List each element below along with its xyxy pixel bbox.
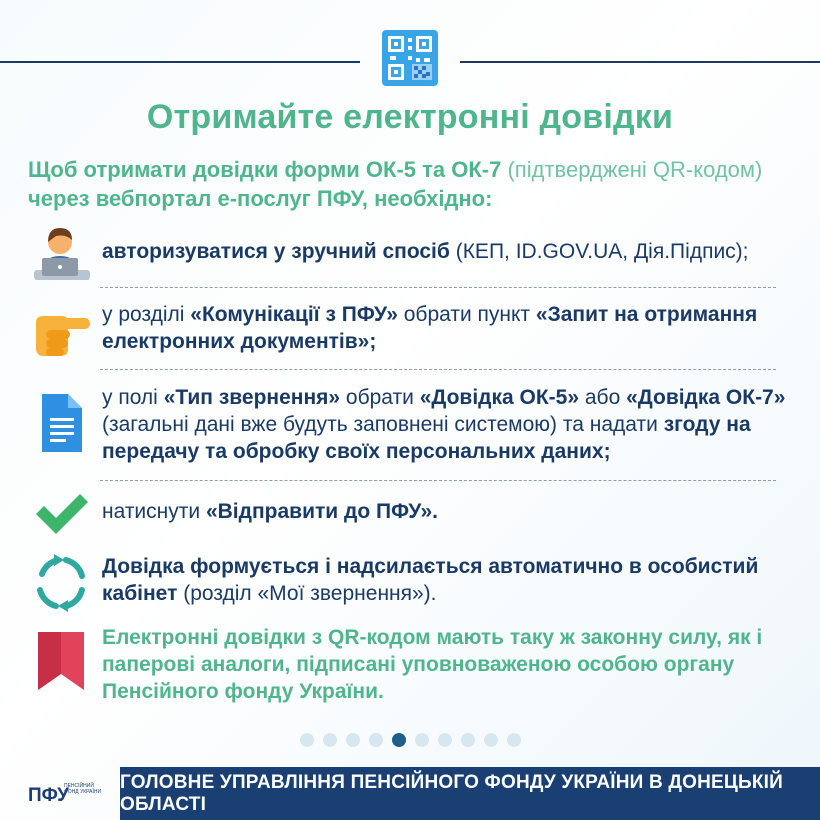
step-5-bold: Довідка формується і надсилається автоматично в особистий кабінет <box>102 555 759 605</box>
intro-part-2: (підтверджені QR-кодом) <box>507 157 763 182</box>
step-3-t1: у полі <box>102 386 164 409</box>
pointing-hand-icon <box>28 300 94 366</box>
carousel-dot[interactable] <box>438 733 452 747</box>
step-auto-generated-text <box>102 553 792 607</box>
step-1-plain: (КЕП, ID.GOV.UA, Дія.Підпис); <box>449 240 749 263</box>
step-legal-note-text: Електронні довідки з QR-кодом мають таку ж законну силу, як і паперові аналоги, підписані уповноваженою особою органу Пенсійного фонду України. <box>102 626 763 703</box>
step-3-t5: або <box>579 386 627 409</box>
top-divider-left <box>0 61 360 63</box>
step-authorize <box>28 222 792 284</box>
intro-text <box>28 155 798 213</box>
step-2-t3: обрати пункт <box>397 303 536 326</box>
pfu-logo-subtitle: ПЕНСІЙНИЙ ФОНД УКРАЇНИ <box>64 783 102 795</box>
pfu-logo <box>28 781 118 811</box>
dashed-divider-3 <box>100 480 776 481</box>
carousel-dot[interactable] <box>346 733 360 747</box>
step-2-t2: «Комунікації з ПФУ» <box>190 303 398 326</box>
carousel-dot[interactable] <box>369 733 383 747</box>
step-authorize-text <box>102 238 792 265</box>
step-auto-generated <box>28 550 792 610</box>
qr-code-icon <box>382 30 438 86</box>
bookmark-icon <box>28 628 94 694</box>
checkmark-icon <box>28 480 94 546</box>
refresh-cycle-icon <box>28 550 94 616</box>
person-laptop-icon <box>28 222 94 288</box>
step-4-t2: «Відправити до ПФУ». <box>205 500 438 523</box>
step-request-type <box>28 380 792 472</box>
step-3-t8: згоду на передачу та обробку своїх персональних даних; <box>102 413 751 463</box>
carousel-dot[interactable] <box>507 733 521 747</box>
step-2-t1: у розділі <box>102 303 191 326</box>
page-title: Отримайте електронні довідки <box>146 98 674 136</box>
document-icon <box>28 390 94 456</box>
dashed-divider-1 <box>100 287 776 288</box>
intro-part-1: Щоб отримати довідки форми ОК-5 та ОК-7 <box>28 157 508 182</box>
step-2-t4: «Запит на отримання електронних документів»; <box>102 303 758 353</box>
carousel-dot-active[interactable] <box>392 733 406 747</box>
step-legal-note <box>28 622 792 712</box>
step-communications <box>28 296 792 362</box>
step-3-t6: «Довідка ОК-7» <box>626 386 786 409</box>
step-3-t4: «Довідка ОК-5» <box>419 386 580 409</box>
pfu-logo-text: ПФУ <box>28 785 69 806</box>
footer-banner: ГОЛОВНЕ УПРАВЛІННЯ ПЕНСІЙНОГО ФОНДУ УКРАЇНИ В ДОНЕЦЬКІЙ ОБЛАСТІ <box>120 767 820 820</box>
top-divider-right <box>460 61 820 63</box>
step-5-plain: (розділ «Мої звернення»). <box>177 582 437 605</box>
step-1-bold: авторизуватися у зручний спосіб <box>102 240 450 263</box>
step-3-t2: «Тип звернення» <box>163 386 341 409</box>
step-send-text <box>102 498 792 525</box>
step-4-t1: натиснути <box>102 500 206 523</box>
carousel-dot[interactable] <box>323 733 337 747</box>
intro-part-3: через вебпортал е-послуг ПФУ, необхідно: <box>28 186 493 211</box>
step-3-t7: (загальні дані вже будуть заповнені системою) та надати <box>102 413 664 436</box>
step-request-type-text <box>102 384 792 465</box>
carousel-dot[interactable] <box>484 733 498 747</box>
carousel-dot[interactable] <box>461 733 475 747</box>
carousel-dot[interactable] <box>300 733 314 747</box>
step-communications-text <box>102 301 792 355</box>
carousel-dot[interactable] <box>415 733 429 747</box>
step-3-t3: обрати <box>340 386 420 409</box>
dashed-divider-2 <box>100 369 776 370</box>
step-send <box>28 486 792 536</box>
